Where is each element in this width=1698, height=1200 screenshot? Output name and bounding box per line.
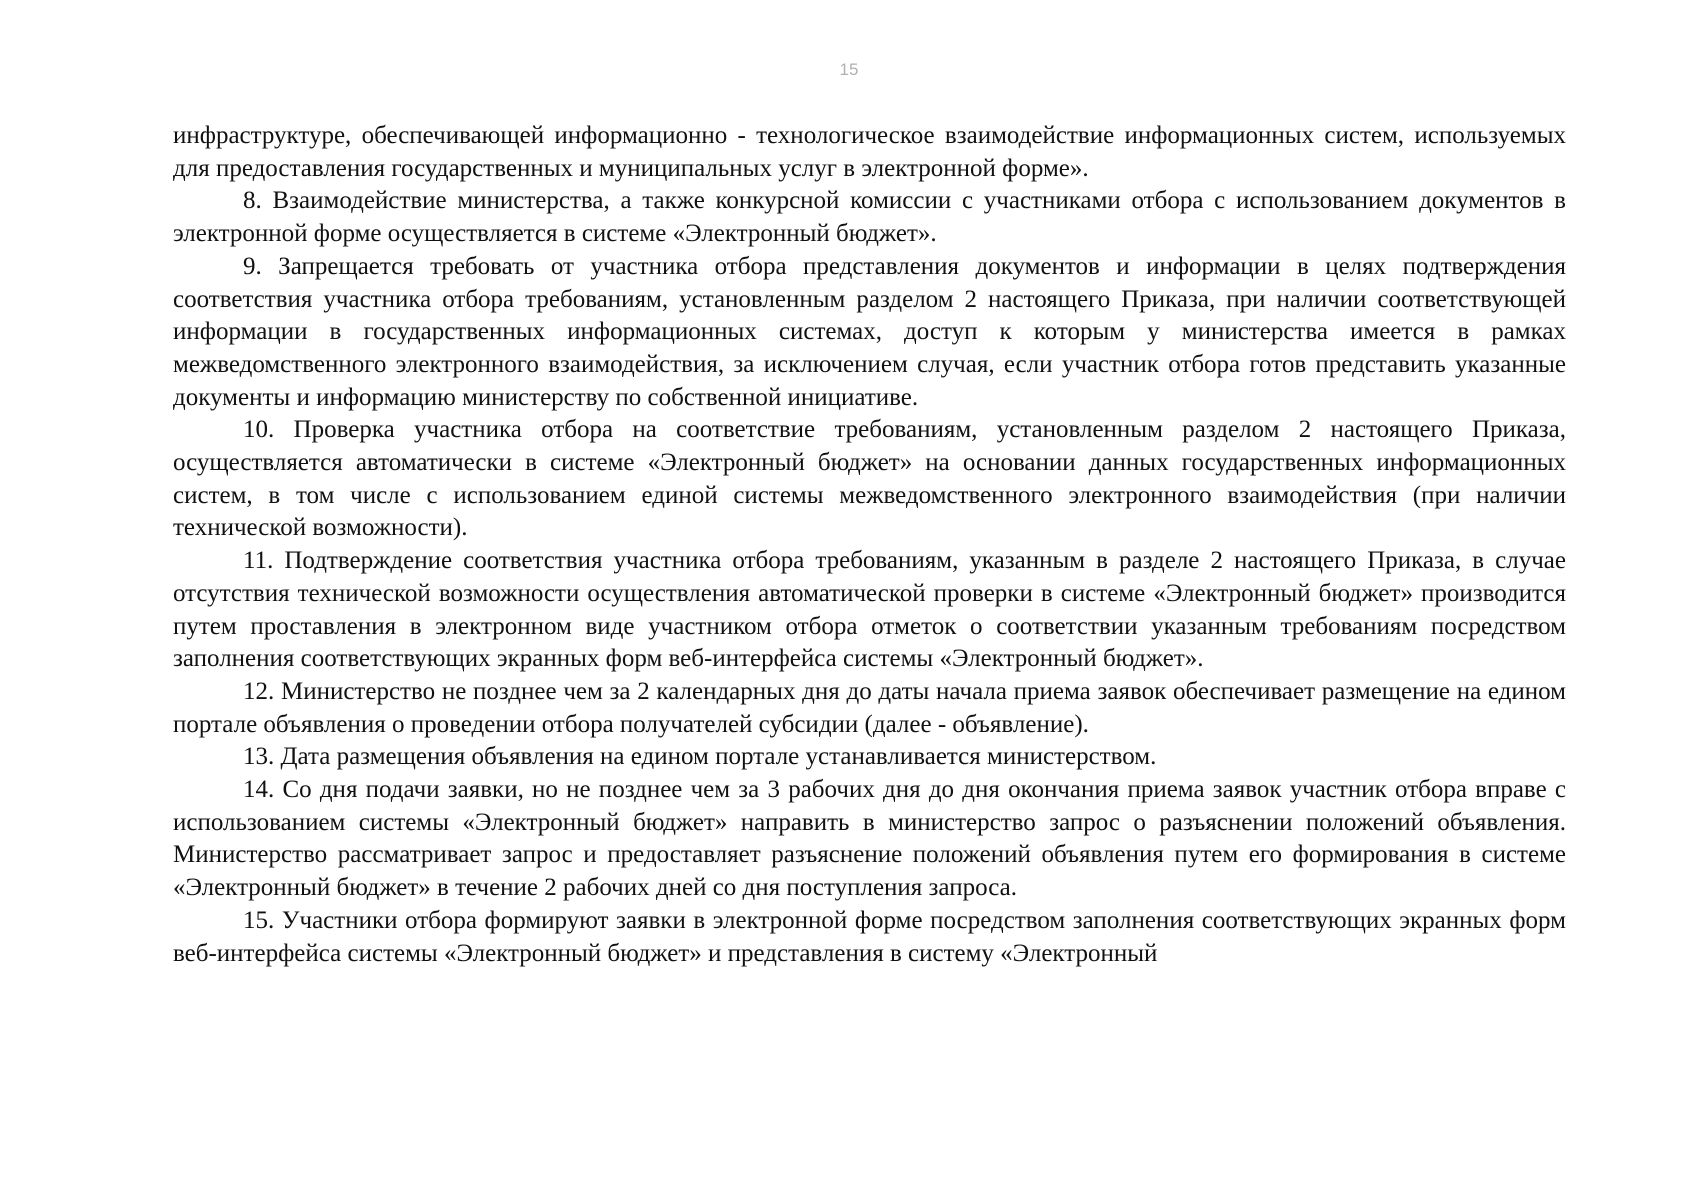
paragraph-12: 12. Министерство не позднее чем за 2 календарных дня до даты начала приема заявок обеспечивает размещение на едином портале объявления о проведении отбора получателей субсидии (далее - объявление).	[173, 677, 1566, 738]
paragraph-9: 9. Запрещается требовать от участника отбора представления документов и информации в целях подтверждения соответствия участника отбора требованиям, установленным разделом 2 настоящего Приказа, при наличии соответствующей информации в государственных информационных системах, доступ к которым у министерства имеется в рамках межведомственного электронного взаимодействия, за исключением случая, если участник отбора готов представить указанные документы и информацию министерству по собственной инициативе.	[173, 252, 1566, 411]
paragraph-10: 10. Проверка участника отбора на соответствие требованиям, установленным разделом 2 настоящего Приказа, осуществляется автоматически в системе «Электронный бюджет» на основании данных государственных информационных систем, в том числе с использованием единой системы межведомственного электронного взаимодействия (при наличии технической возможности).	[173, 416, 1566, 542]
paragraph-8: 8. Взаимодействие министерства, а также конкурсной комиссии с участниками отбора с использованием документов в электронной форме осуществляется в системе «Электронный бюджет».	[173, 187, 1566, 248]
page-number: 15	[839, 60, 859, 79]
paragraph-11: 11. Подтверждение соответствия участника отбора требованиям, указанным в разделе 2 настоящего Приказа, в случае отсутствия технической возможности осуществления автоматической проверки в системе «Электронный бюджет» производится путем проставления в электронном виде участником отбора отметок о соответствии указанным требованиям посредством заполнения соответствующих экранных форм веб-интерфейса системы «Электронный бюджет».	[173, 547, 1566, 673]
paragraph-14: 14. Со дня подачи заявки, но не позднее чем за 3 рабочих дня до дня окончания приема заявок участник отбора вправе с использованием системы «Электронный бюджет» направить в министерство запрос о разъяснении положений объявления. Министерство рассматривает запрос и предоставляет разъяснение положений объявления путем его формирования в системе «Электронный бюджет» в течение 2 рабочих дней со дня поступления запроса.	[173, 776, 1566, 902]
document-body	[173, 120, 1566, 970]
paragraph-13: 13. Дата размещения объявления на едином портале устанавливается министерством.	[243, 743, 1157, 771]
paragraph-continuation: инфраструктуре, обеспечивающей информационно - технологическое взаимодействие информационных систем, используемых для предоставления государственных и муниципальных услуг в электронной форме».	[173, 122, 1566, 182]
paragraph-15: 15. Участники отбора формируют заявки в электронной форме посредством заполнения соответствующих экранных форм веб-интерфейса системы «Электронный бюджет» и представления в систему «Электронный	[173, 906, 1566, 967]
